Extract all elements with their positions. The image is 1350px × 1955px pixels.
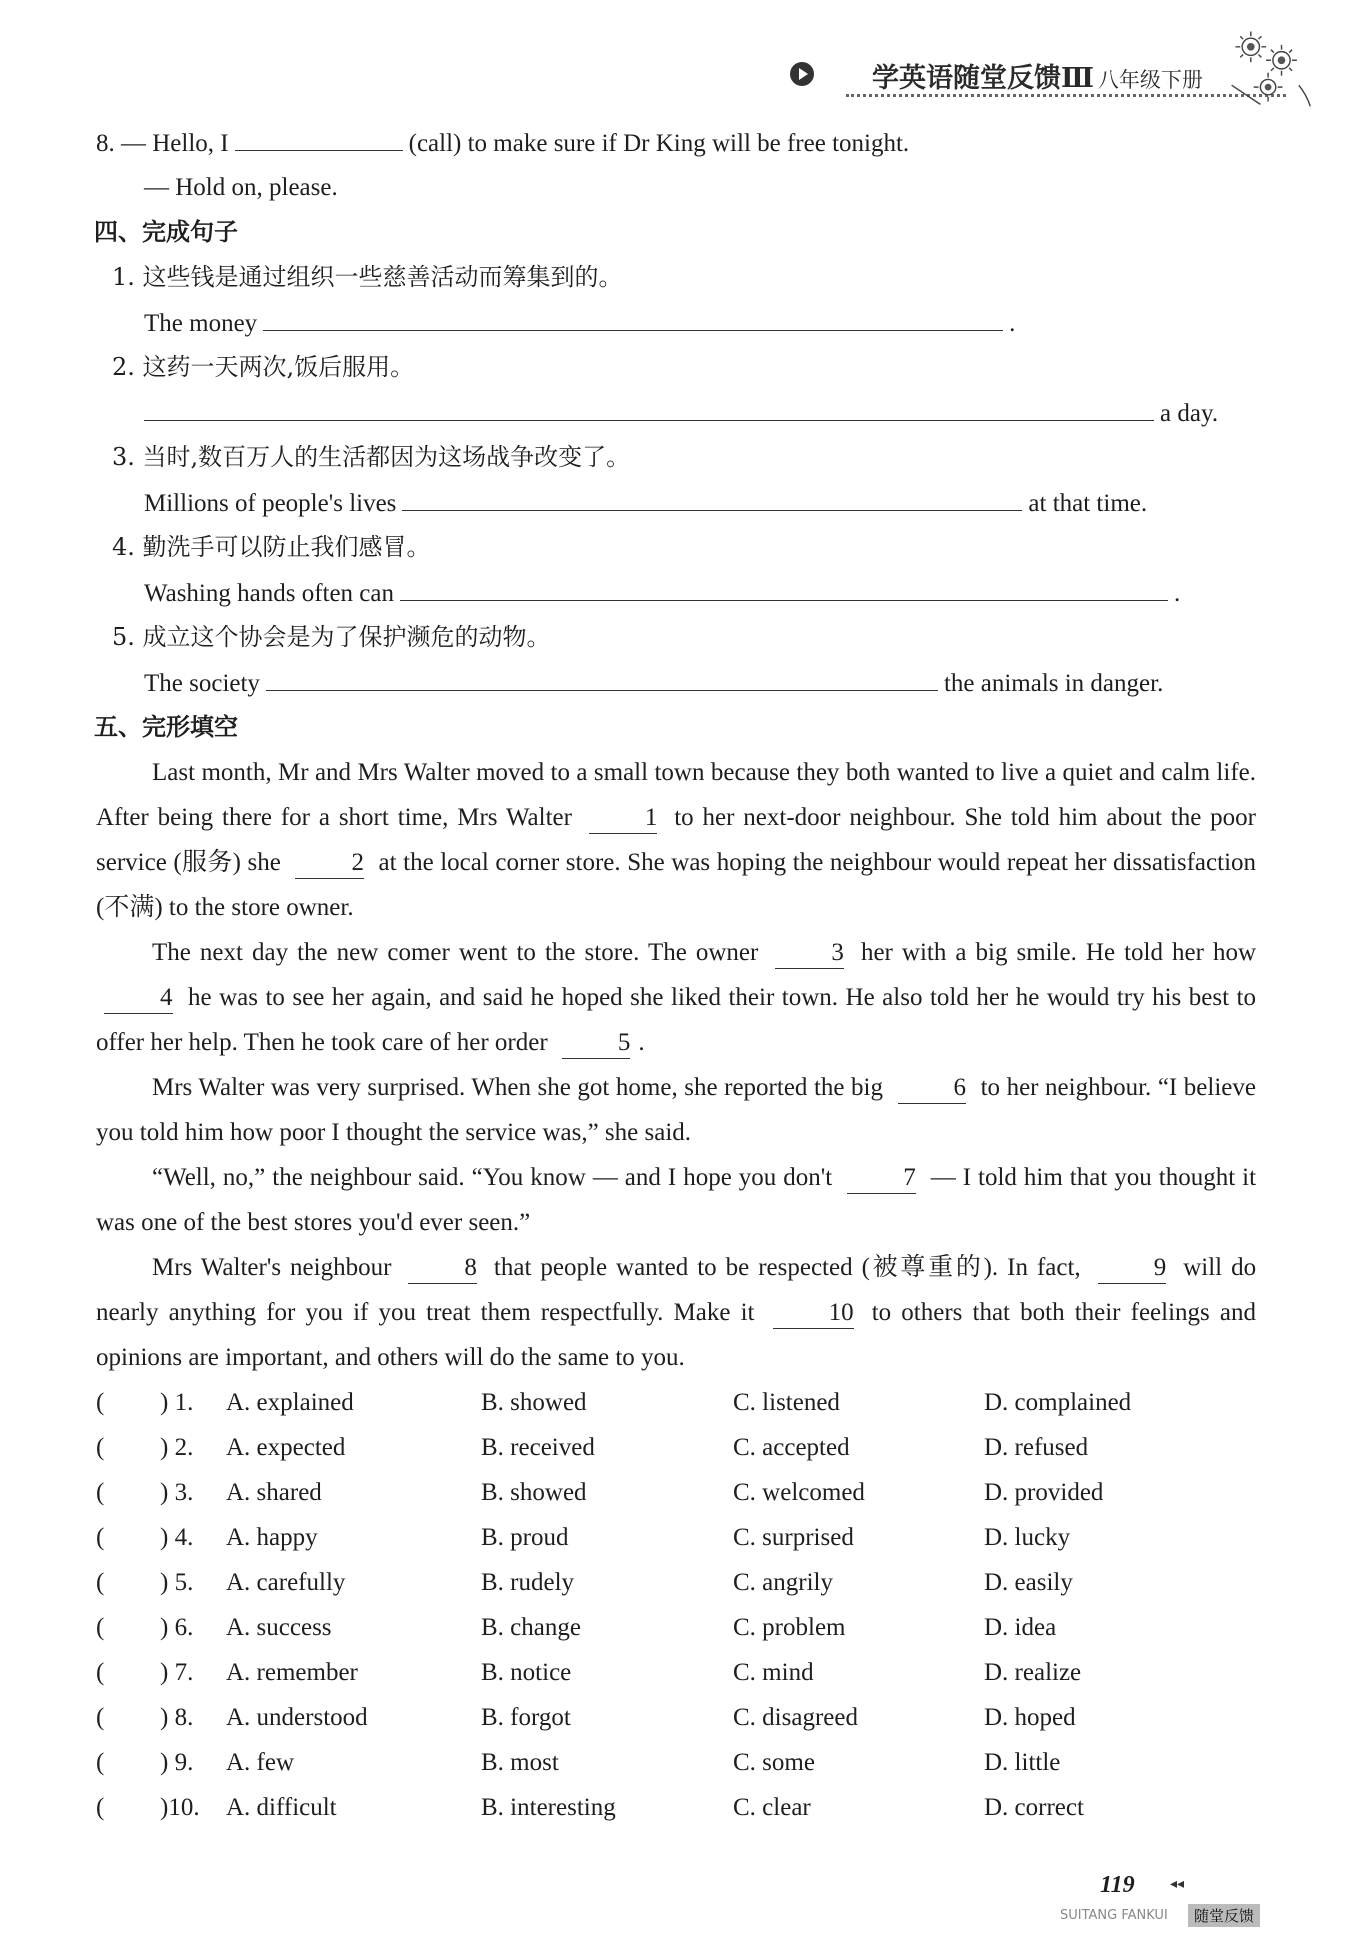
cloze-blank-1[interactable]: 1 [589,803,658,834]
s4-item4-en-line [96,570,1256,615]
option-row [96,1515,1256,1560]
cloze-paragraph-1 [96,750,1256,930]
p5-text-c: will do nearly anything for you if you treat them respectfully. Make it [96,1254,1257,1326]
option-d[interactable]: D. provided [984,1479,1104,1506]
footer-tag: 随堂反馈 [1188,1904,1260,1927]
cloze-blank-7[interactable]: 7 [847,1163,916,1194]
s4-item1-blank[interactable] [263,300,1003,331]
answer-paren[interactable]: ( [96,1614,105,1641]
option-b[interactable]: B. notice [481,1659,572,1686]
s4-item4-prefix: Washing hands often can [144,580,394,607]
q8-reply-line [96,165,1256,210]
cloze-paragraph-3 [96,1065,1256,1155]
p2-text-b: her with a big smile. He told her how [860,939,1257,966]
section5-title-line [94,705,1256,750]
cloze-blank-9[interactable]: 9 [1098,1253,1167,1284]
cloze-blank-10[interactable]: 10 [773,1298,854,1329]
p1-text-b: to her next-door neighbour. She told him about the poor service (服务) she [96,804,1256,876]
s4-item1-prefix: The money [144,310,258,337]
s4-item2-cn: 2. 这药一天两次,饭后服用。 [112,353,415,381]
answer-paren[interactable]: ( [96,1524,105,1551]
question-number: ) 5. [160,1569,194,1596]
s4-item3-prefix: Millions of people's lives [144,490,397,517]
q8-reply: — Hold on, please. [144,174,338,201]
option-c[interactable]: C. surprised [733,1524,854,1551]
s4-item4-blank[interactable] [400,570,1168,601]
option-c[interactable]: C. listened [733,1389,840,1416]
p1-text-a: Last month, Mr and Mrs Walter moved to a small town because they both wanted to live a quiet and calm life. After being there for a short time, Mrs Walter [96,759,1256,831]
option-row [96,1740,1256,1785]
s4-item4-suffix: . [1174,580,1181,607]
p4-text-a: “Well, no,” the neighbour said. “You know — and I hope you don't [152,1164,833,1191]
option-row [96,1425,1256,1470]
question-number: ) 9. [160,1749,194,1776]
option-d[interactable]: D. correct [984,1794,1084,1821]
option-c[interactable]: C. some [733,1749,815,1776]
question-number: )10. [160,1794,200,1821]
option-b[interactable]: B. received [481,1434,595,1461]
option-a[interactable]: A. few [226,1749,295,1776]
s4-item4-cn: 4. 勤洗手可以防止我们感冒。 [112,533,431,561]
header-dotted-rule [846,94,1286,97]
p3-text-a: Mrs Walter was very surprised. When she got home, she reported the big [152,1074,883,1101]
option-row [96,1470,1256,1515]
cloze-blank-5[interactable]: 5 [562,1028,631,1059]
option-a[interactable]: A. happy [226,1524,318,1551]
p5-text-d: to others that both their feelings and opinions are important, and others will do the same to you. [96,1299,1256,1371]
answer-paren[interactable]: ( [96,1749,105,1776]
options-list [96,1380,1256,1830]
s4-item5-en-line [96,660,1256,705]
option-a[interactable]: A. expected [226,1434,346,1461]
q8-prefix: 8. — Hello, I [96,130,229,157]
option-c[interactable]: C. accepted [733,1434,850,1461]
p2-text-a: The next day the new comer went to the store. The owner [152,939,759,966]
option-b[interactable]: B. change [481,1614,581,1641]
option-row [96,1380,1256,1425]
s4-item2-suffix: a day. [1160,400,1219,427]
option-a[interactable]: A. shared [226,1479,322,1506]
s4-item1-suffix: . [1009,310,1016,337]
page-number: 119 [1100,1872,1135,1898]
option-a[interactable]: A. explained [226,1389,354,1416]
answer-paren[interactable]: ( [96,1569,105,1596]
option-b[interactable]: B. rudely [481,1569,575,1596]
option-row [96,1785,1256,1830]
cloze-blank-4[interactable]: 4 [104,983,173,1014]
s4-item5-prefix: The society [144,670,260,697]
option-d[interactable]: D. refused [984,1434,1089,1461]
question-number: ) 7. [160,1659,194,1686]
section5-title: 五、完形填空 [94,713,238,741]
cloze-paragraph-4 [96,1155,1256,1245]
option-d[interactable]: D. realize [984,1659,1082,1686]
question-number: ) 8. [160,1704,194,1731]
option-d[interactable]: D. lucky [984,1524,1071,1551]
question-number: ) 2. [160,1434,194,1461]
option-d[interactable]: D. hoped [984,1704,1076,1731]
section4-title: 四、完成句子 [94,218,238,246]
s4-item1-cn-line [96,255,1256,300]
option-row [96,1605,1256,1650]
q8-line [96,120,1256,165]
option-c[interactable]: C. mind [733,1659,814,1686]
cloze-blank-3[interactable]: 3 [775,938,844,969]
book-title-text: 学英语随堂反馈Ⅲ [872,63,1094,93]
s4-item1-cn: 1. 这些钱是通过组织一些慈善活动而筹集到的。 [112,263,623,291]
option-row [96,1560,1256,1605]
cloze-blank-6[interactable]: 6 [898,1073,967,1104]
answer-paren[interactable]: ( [96,1479,105,1506]
option-c[interactable]: C. angrily [733,1569,833,1596]
answer-paren[interactable]: ( [96,1794,105,1821]
option-d[interactable]: D. complained [984,1389,1132,1416]
q8-hint: (call) to make sure if Dr King will be free tonight. [408,130,910,157]
cloze-paragraph-5 [96,1245,1256,1380]
cloze-blank-2[interactable]: 2 [295,848,364,879]
p1-text-c: at the local corner store. She was hoping the neighbour would repeat her dissatisfaction (不满) to the store owner. [96,849,1257,921]
option-c[interactable]: C. disagreed [733,1704,858,1731]
s4-item2-en-line [96,390,1256,435]
q8-answer-blank[interactable] [235,120,403,151]
option-d[interactable]: D. easily [984,1569,1073,1596]
option-c[interactable]: C. clear [733,1794,811,1821]
answer-paren[interactable]: ( [96,1434,105,1461]
answer-paren[interactable]: ( [96,1389,105,1416]
option-d[interactable]: D. idea [984,1614,1057,1641]
s4-item5-cn-line [96,615,1256,660]
p3-text-b: to her neighbour. “I believe you told him how poor I thought the service was,” she said. [96,1074,1256,1146]
option-a[interactable]: A. remember [226,1659,358,1686]
question-number: ) 4. [160,1524,194,1551]
footer-brand: SUITANG FANKUI [1060,1908,1168,1923]
sunflower-icon [1222,18,1318,114]
question-number: ) 6. [160,1614,194,1641]
p5-text-b: that people wanted to be respected (被尊重的). In fact, [493,1254,1081,1281]
play-icon [790,62,814,86]
option-b[interactable]: B. forgot [481,1704,571,1731]
question-number: ) 3. [160,1479,194,1506]
s4-item3-cn-line [96,435,1256,480]
option-b[interactable]: B. proud [481,1524,569,1551]
answer-paren[interactable]: ( [96,1704,105,1731]
p5-text-a: Mrs Walter's neighbour [152,1254,392,1281]
option-c[interactable]: C. problem [733,1614,846,1641]
s4-item5-suffix: the animals in danger. [943,670,1164,697]
s4-item3-cn: 3. 当时,数百万人的生活都因为这场战争改变了。 [112,443,631,471]
s4-item4-cn-line [96,525,1256,570]
option-b[interactable]: B. showed [481,1389,587,1416]
question-number: ) 1. [160,1389,194,1416]
cloze-blank-8[interactable]: 8 [408,1253,477,1284]
s4-item2-blank[interactable] [144,390,1154,421]
option-a[interactable]: A. understood [226,1704,368,1731]
s4-item5-blank[interactable] [266,660,938,691]
p2-text-c: he was to see her again, and said he hoped she liked their town. He also told her he would try his best to offer her help. Then he took care of her order [96,984,1256,1056]
double-arrow-icon: ◂◂ [1170,1877,1185,1892]
section4-title-line [94,210,1256,255]
option-c[interactable]: C. welcomed [733,1479,865,1506]
p2-text-d: . [638,1029,645,1056]
s4-item3-blank[interactable] [402,480,1022,511]
s4-item2-cn-line [96,345,1256,390]
p4-text-b: — I told him that you thought it was one of the best stores you'd ever seen.” [96,1164,1257,1236]
option-a[interactable]: A. carefully [226,1569,346,1596]
s4-item1-en-line [96,300,1256,345]
cloze-paragraph-2 [96,930,1256,1065]
option-b[interactable]: B. most [481,1749,559,1776]
option-d[interactable]: D. little [984,1749,1061,1776]
option-row [96,1695,1256,1740]
option-a[interactable]: A. success [226,1614,332,1641]
s4-item5-cn: 5. 成立这个协会是为了保护濒危的动物。 [112,623,551,651]
answer-paren[interactable]: ( [96,1659,105,1686]
s4-item3-en-line [96,480,1256,525]
option-b[interactable]: B. showed [481,1479,587,1506]
option-a[interactable]: A. difficult [226,1794,337,1821]
page-header [790,48,1330,98]
book-title [872,56,1203,95]
option-row [96,1650,1256,1695]
option-b[interactable]: B. interesting [481,1794,616,1821]
s4-item3-suffix: at that time. [1028,490,1148,517]
page-content [96,120,1256,1830]
grade-label: 八年级下册 [1097,68,1203,92]
